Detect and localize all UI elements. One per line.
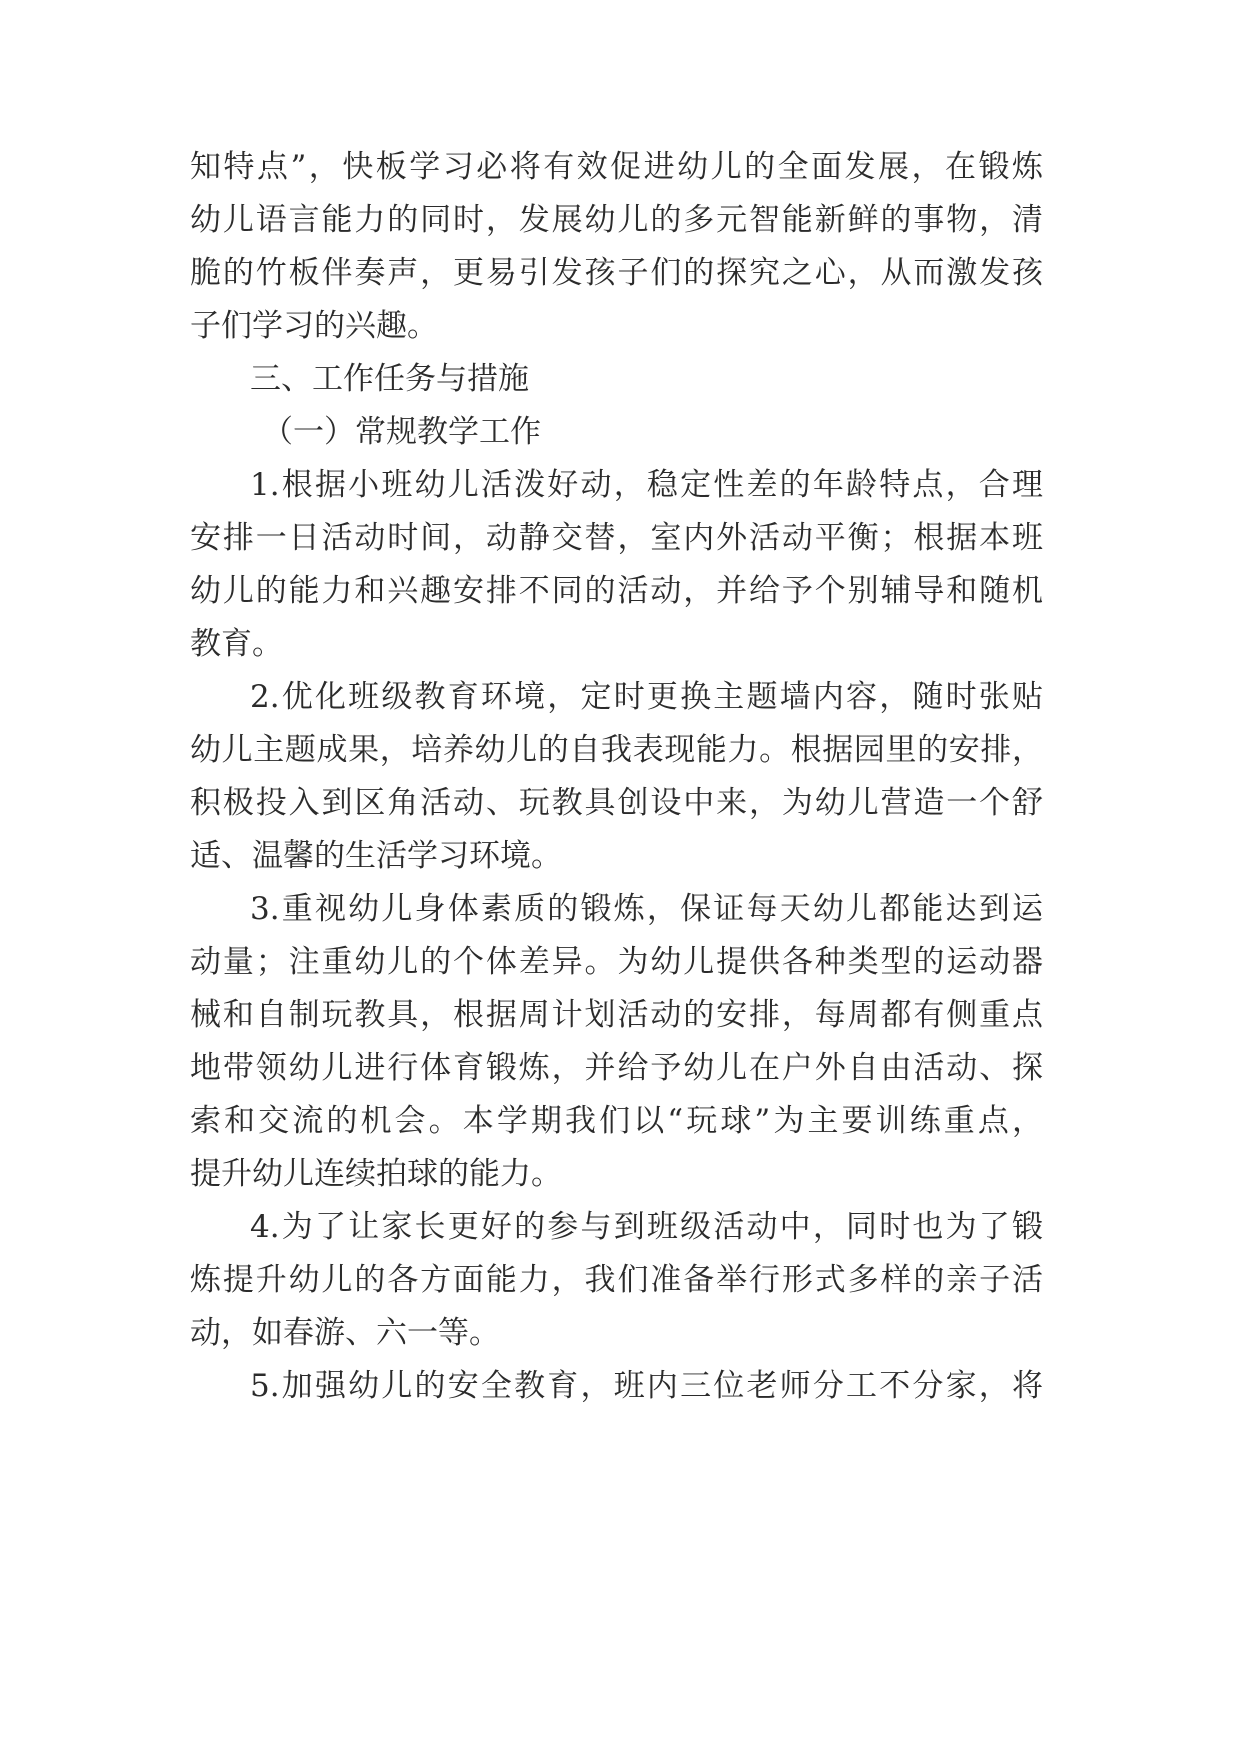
body-text-line: 子们学习的兴趣。 [190, 308, 438, 344]
body-text-line: 5.加强幼儿的安全教育，班内三位老师分工不分家，将 [250, 1368, 1043, 1404]
body-text-line: 幼儿主题成果，培养幼儿的自我表现能力。根据园里的安排， [190, 732, 1043, 768]
section-heading: 三、工作任务与措施 [250, 361, 529, 397]
body-text-line: 幼儿语言能力的同时，发展幼儿的多元智能新鲜的事物，清 [190, 202, 1043, 238]
body-text-line: 脆的竹板伴奏声，更易引发孩子们的探究之心，从而激发孩 [190, 255, 1043, 291]
body-text-line: 安排一日活动时间，动静交替，室内外活动平衡；根据本班 [190, 520, 1043, 556]
body-text-line: 动，如春游、六一等。 [190, 1315, 500, 1351]
body-text-line: 1.根据小班幼儿活泼好动，稳定性差的年龄特点，合理 [250, 467, 1043, 503]
body-text-line: 2.优化班级教育环境，定时更换主题墙内容，随时张贴 [250, 679, 1043, 715]
body-text-line: 械和自制玩教具，根据周计划活动的安排，每周都有侧重点 [190, 997, 1043, 1033]
body-text-line: 索和交流的机会。本学期我们以“玩球”为主要训练重点， [190, 1103, 1043, 1139]
body-text-line: 3.重视幼儿身体素质的锻炼，保证每天幼儿都能达到运 [250, 891, 1043, 927]
body-text-line: 幼儿的能力和兴趣安排不同的活动，并给予个别辅导和随机 [190, 573, 1043, 609]
body-text-line: 提升幼儿连续拍球的能力。 [190, 1156, 562, 1192]
subsection-heading: （一）常规教学工作 [262, 414, 541, 450]
body-text-line: 4.为了让家长更好的参与到班级活动中，同时也为了锻 [250, 1209, 1043, 1245]
body-text-line: 积极投入到区角活动、玩教具创设中来，为幼儿营造一个舒 [190, 785, 1043, 821]
body-text-line: 炼提升幼儿的各方面能力，我们准备举行形式多样的亲子活 [190, 1262, 1043, 1298]
body-text-line: 动量；注重幼儿的个体差异。为幼儿提供各种类型的运动器 [190, 944, 1043, 980]
body-text-line: 地带领幼儿进行体育锻炼，并给予幼儿在户外自由活动、探 [190, 1050, 1043, 1086]
body-text-line: 教育。 [190, 626, 283, 662]
body-text-line: 适、温馨的生活学习环境。 [190, 838, 562, 874]
body-text-line: 知特点”，快板学习必将有效促进幼儿的全面发展，在锻炼 [190, 149, 1043, 185]
